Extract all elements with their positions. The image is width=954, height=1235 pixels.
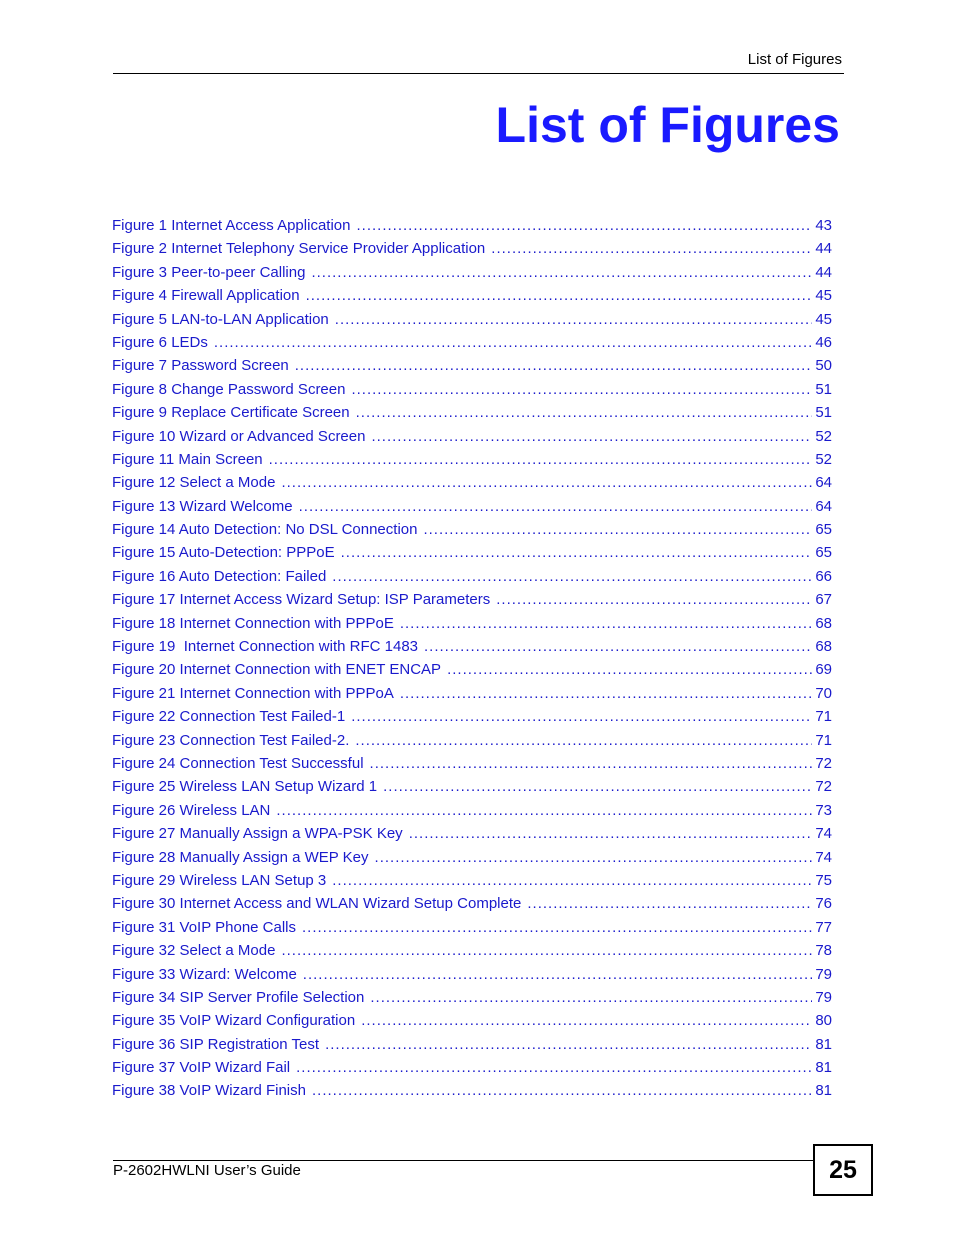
toc-entry-page[interactable]: 45 <box>815 310 832 328</box>
page-title: List of Figures <box>495 97 840 153</box>
toc-entry-label[interactable]: Figure 22 Connection Test Failed-1 <box>112 708 346 726</box>
toc-entry-label[interactable]: Figure 6 LEDs <box>112 333 208 351</box>
toc-entry-page[interactable]: 65 <box>815 544 832 562</box>
toc-dot-leader <box>335 311 813 328</box>
toc-dot-leader <box>296 1059 812 1076</box>
toc-dot-leader <box>361 1012 812 1029</box>
toc-entry[interactable] <box>112 287 832 310</box>
toc-entry-label[interactable]: Figure 23 Connection Test Failed-2. <box>112 731 350 749</box>
toc-dot-leader <box>351 381 812 398</box>
toc-entry[interactable] <box>112 1082 832 1105</box>
figure-list <box>112 217 832 1106</box>
toc-entry[interactable] <box>112 334 832 357</box>
toc-entry-page[interactable]: 44 <box>815 263 832 281</box>
toc-entry-page[interactable]: 65 <box>815 521 832 539</box>
toc-entry[interactable] <box>112 708 832 731</box>
toc-entry-label[interactable]: Figure 19 Internet Connection with RFC 1483 <box>112 638 418 656</box>
running-header: List of Figures <box>747 51 842 68</box>
toc-entry-page[interactable]: 71 <box>815 708 832 726</box>
toc-entry[interactable] <box>112 544 832 567</box>
toc-dot-leader <box>299 498 813 515</box>
toc-entry[interactable] <box>112 942 832 965</box>
toc-entry[interactable] <box>112 638 832 661</box>
toc-entry[interactable] <box>112 1012 832 1035</box>
toc-entry-page[interactable]: 64 <box>815 497 832 515</box>
toc-entry-label[interactable]: Figure 20 Internet Connection with ENET ENCAP <box>112 661 442 679</box>
toc-entry[interactable] <box>112 428 832 451</box>
toc-entry-page[interactable]: 51 <box>815 404 832 422</box>
toc-dot-leader <box>400 685 812 702</box>
toc-entry-label[interactable]: Figure 34 SIP Server Profile Selection <box>112 988 365 1006</box>
toc-entry-page[interactable]: 68 <box>815 614 832 632</box>
toc-dot-leader <box>423 521 812 538</box>
toc-entry[interactable] <box>112 451 832 474</box>
toc-entry-page[interactable]: 75 <box>815 871 832 889</box>
toc-entry[interactable] <box>112 240 832 263</box>
page-number: 25 <box>813 1144 873 1196</box>
toc-entry[interactable] <box>112 778 832 801</box>
toc-entry-page[interactable]: 64 <box>815 474 832 492</box>
toc-dot-leader <box>356 217 812 234</box>
toc-entry-label[interactable]: Figure 7 Password Screen <box>112 357 289 375</box>
toc-entry[interactable] <box>112 474 832 497</box>
toc-entry[interactable] <box>112 217 832 240</box>
header-rule <box>113 73 844 74</box>
toc-entry-label[interactable]: Figure 28 Manually Assign a WEP Key <box>112 848 369 866</box>
toc-entry-page[interactable]: 52 <box>815 427 832 445</box>
toc-entry-label[interactable]: Figure 24 Connection Test Successful <box>112 754 364 772</box>
toc-entry[interactable] <box>112 755 832 778</box>
toc-dot-leader <box>447 661 812 678</box>
toc-entry-label[interactable]: Figure 35 VoIP Wizard Configuration <box>112 1012 356 1030</box>
toc-entry[interactable] <box>112 895 832 918</box>
toc-dot-leader <box>312 1082 812 1099</box>
toc-entry-page[interactable]: 45 <box>815 287 832 305</box>
toc-entry-page[interactable]: 44 <box>815 240 832 258</box>
footer-guide-name: P-2602HWLNI User’s Guide <box>113 1162 301 1179</box>
toc-entry-label[interactable]: Figure 1 Internet Access Application <box>112 217 351 234</box>
toc-entry[interactable] <box>112 685 832 708</box>
toc-entry[interactable] <box>112 802 832 825</box>
toc-entry-label[interactable]: Figure 8 Change Password Screen <box>112 380 346 398</box>
toc-entry[interactable] <box>112 1059 832 1082</box>
toc-entry-page[interactable]: 68 <box>815 638 832 656</box>
toc-entry-label[interactable]: Figure 3 Peer-to-peer Calling <box>112 263 306 281</box>
toc-entry-label[interactable]: Figure 5 LAN-to-LAN Application <box>112 310 329 328</box>
toc-entry-page[interactable]: 71 <box>815 731 832 749</box>
toc-dot-leader <box>341 544 813 561</box>
toc-entry-label[interactable]: Figure 33 Wizard: Welcome <box>112 965 297 983</box>
toc-entry[interactable] <box>112 311 832 334</box>
toc-entry-label[interactable]: Figure 21 Internet Connection with PPPoA <box>112 684 394 702</box>
toc-entry-page[interactable]: 50 <box>815 357 832 375</box>
toc-entry-label[interactable]: Figure 36 SIP Registration Test <box>112 1035 320 1053</box>
toc-entry-page[interactable]: 81 <box>815 1082 832 1100</box>
toc-dot-leader <box>356 404 813 421</box>
toc-entry-page[interactable]: 77 <box>815 918 832 936</box>
toc-entry-label[interactable]: Figure 11 Main Screen <box>112 450 263 468</box>
toc-entry-page[interactable]: 79 <box>815 988 832 1006</box>
toc-entry-page[interactable]: 80 <box>815 1012 832 1030</box>
toc-entry[interactable] <box>112 849 832 872</box>
toc-entry-label[interactable]: Figure 15 Auto-Detection: PPPoE <box>112 544 335 562</box>
toc-entry-label[interactable]: Figure 14 Auto Detection: No DSL Connection <box>112 521 418 539</box>
toc-entry-label[interactable]: Figure 30 Internet Access and WLAN Wizard Setup Complete <box>112 895 522 913</box>
toc-entry-page[interactable]: 74 <box>815 825 832 843</box>
toc-entry[interactable] <box>112 732 832 755</box>
toc-entry[interactable] <box>112 989 832 1012</box>
toc-entry-label[interactable]: Figure 12 Select a Mode <box>112 474 276 492</box>
toc-entry-page[interactable]: 81 <box>815 1059 832 1077</box>
toc-dot-leader <box>306 287 813 304</box>
toc-entry-label[interactable]: Figure 18 Internet Connection with PPPoE <box>112 614 394 632</box>
toc-entry-label[interactable]: Figure 17 Internet Access Wizard Setup: ISP Parameters <box>112 591 491 609</box>
toc-entry-label[interactable]: Figure 27 Manually Assign a WPA-PSK Key <box>112 825 403 843</box>
toc-entry-label[interactable]: Figure 25 Wireless LAN Setup Wizard 1 <box>112 778 378 796</box>
toc-entry[interactable] <box>112 568 832 591</box>
toc-dot-leader <box>302 919 812 936</box>
toc-entry[interactable] <box>112 264 832 287</box>
toc-dot-leader <box>332 872 812 889</box>
toc-entry-label[interactable]: Figure 32 Select a Mode <box>112 942 276 960</box>
toc-dot-leader <box>269 451 813 468</box>
toc-entry[interactable] <box>112 615 832 638</box>
toc-entry-label[interactable]: Figure 37 VoIP Wizard Fail <box>112 1059 291 1077</box>
toc-entry-page[interactable]: 52 <box>815 450 832 468</box>
toc-entry[interactable] <box>112 1036 832 1059</box>
toc-entry-label[interactable]: Figure 31 VoIP Phone Calls <box>112 918 297 936</box>
toc-entry-label[interactable]: Figure 16 Auto Detection: Failed <box>112 567 327 585</box>
toc-entry-page[interactable]: 79 <box>815 965 832 983</box>
toc-dot-leader <box>311 264 812 281</box>
toc-entry-label[interactable]: Figure 26 Wireless LAN <box>112 801 271 819</box>
toc-entry-page[interactable]: 66 <box>815 567 832 585</box>
toc-dot-leader <box>325 1036 812 1053</box>
toc-entry-page[interactable]: 81 <box>815 1035 832 1053</box>
toc-dot-leader <box>371 428 812 445</box>
toc-dot-leader <box>375 849 813 866</box>
toc-entry-label[interactable]: Figure 29 Wireless LAN Setup 3 <box>112 871 327 889</box>
toc-entry[interactable] <box>112 966 832 989</box>
toc-entry-label[interactable]: Figure 9 Replace Certificate Screen <box>112 404 350 422</box>
toc-dot-leader <box>276 802 812 819</box>
toc-entry-page[interactable]: 78 <box>815 942 832 960</box>
toc-entry-label[interactable]: Figure 4 Firewall Application <box>112 287 300 305</box>
toc-entry[interactable] <box>112 404 832 427</box>
toc-entry-page[interactable]: 72 <box>815 754 832 772</box>
toc-dot-leader <box>295 357 813 374</box>
toc-entry-label[interactable]: Figure 38 VoIP Wizard Finish <box>112 1082 306 1100</box>
toc-entry[interactable] <box>112 872 832 895</box>
toc-entry[interactable] <box>112 498 832 521</box>
toc-dot-leader <box>383 778 812 795</box>
toc-entry[interactable] <box>112 661 832 684</box>
toc-dot-leader <box>370 989 812 1006</box>
footer-rule <box>113 1160 813 1161</box>
toc-dot-leader <box>214 334 812 351</box>
toc-dot-leader <box>281 942 812 959</box>
toc-dot-leader <box>424 638 812 655</box>
toc-dot-leader <box>303 966 813 983</box>
toc-entry-page[interactable]: 70 <box>815 684 832 702</box>
toc-dot-leader <box>409 825 813 842</box>
toc-dot-leader <box>332 568 812 585</box>
toc-entry-label[interactable]: Figure 13 Wizard Welcome <box>112 497 293 515</box>
toc-dot-leader <box>527 895 812 912</box>
toc-dot-leader <box>370 755 813 772</box>
toc-entry-label[interactable]: Figure 10 Wizard or Advanced Screen <box>112 427 366 445</box>
toc-dot-leader <box>496 591 812 608</box>
toc-dot-leader <box>281 474 812 491</box>
toc-entry-page[interactable]: 74 <box>815 848 832 866</box>
toc-dot-leader <box>491 240 812 257</box>
toc-dot-leader <box>351 708 812 725</box>
toc-entry-page[interactable]: 76 <box>815 895 832 913</box>
toc-entry-page[interactable]: 67 <box>815 591 832 609</box>
toc-entry[interactable] <box>112 357 832 380</box>
toc-entry-page[interactable]: 43 <box>815 217 832 234</box>
toc-entry-label[interactable]: Figure 2 Internet Telephony Service Provider Application <box>112 240 486 258</box>
toc-entry-page[interactable]: 69 <box>815 661 832 679</box>
toc-dot-leader <box>355 732 812 749</box>
toc-entry[interactable] <box>112 521 832 544</box>
toc-dot-leader <box>400 615 812 632</box>
toc-entry-page[interactable]: 46 <box>815 333 832 351</box>
toc-entry[interactable] <box>112 919 832 942</box>
toc-entry-page[interactable]: 72 <box>815 778 832 796</box>
toc-entry-page[interactable]: 51 <box>815 380 832 398</box>
toc-entry[interactable] <box>112 825 832 848</box>
toc-entry[interactable] <box>112 591 832 614</box>
toc-entry[interactable] <box>112 381 832 404</box>
toc-entry-page[interactable]: 73 <box>815 801 832 819</box>
